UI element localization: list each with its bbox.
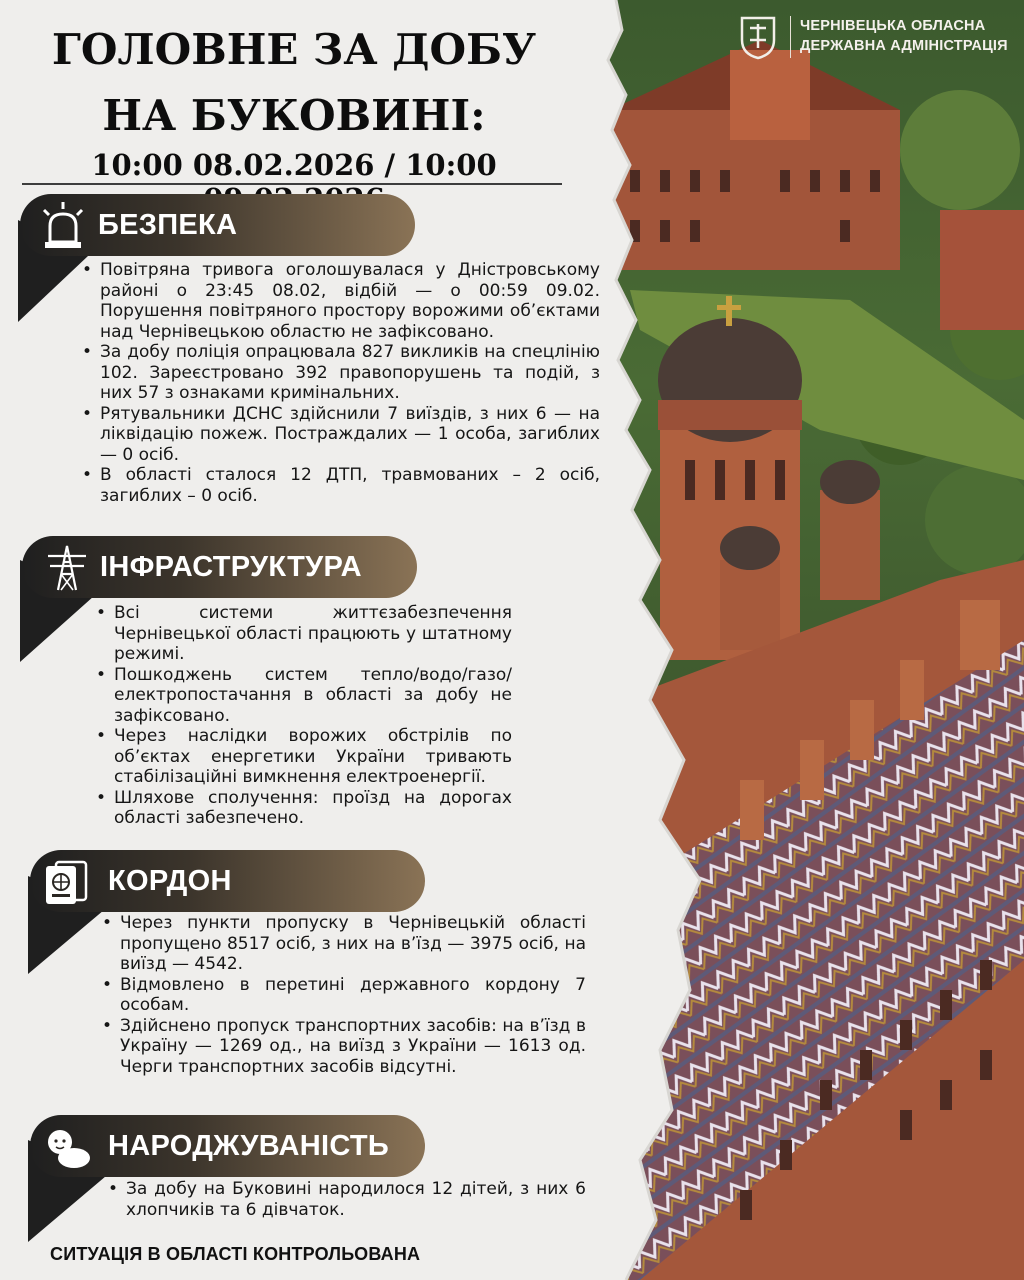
- list-item: • Через пункти пропуску в Чернівецькій області пропущено 8517 осіб, з них на в’їзд — 3975 осіб, на виїзд — 4542.: [100, 913, 586, 975]
- page-title-line-2: НА БУКОВИНІ:: [102, 91, 486, 140]
- list-item: • Рятувальники ДСНС здійснили 7 виїздів, з них 6 — на ліквідацію пожеж. Постраждалих — 1 особа, загиблих — 0 осіб.: [80, 404, 600, 466]
- border-list: [100, 913, 586, 1077]
- logo-line-2: ДЕРЖАВНА АДМІНІСТРАЦІЯ: [800, 38, 1008, 54]
- logo-line-1: ЧЕРНІВЕЦЬКА ОБЛАСНА: [800, 18, 986, 34]
- births-list: [106, 1179, 586, 1220]
- list-item: • За добу поліція опрацювала 827 викликів на спецлінію 102. Зареєстровано 392 правопорушень та подій, з них 57 з ознаками кримінальних.: [80, 342, 600, 404]
- passport-icon: [40, 856, 94, 910]
- power-tower-icon: [40, 540, 94, 594]
- list-item: • Здійснено пропуск транспортних засобів: на в’їзд в Україну — 1269 од., на виїзд з України — 1613 од. Черги транспортних засобів відсутні.: [100, 1016, 586, 1078]
- logo-text: [800, 16, 1008, 56]
- section-title-security: БЕЗПЕКА: [98, 209, 238, 241]
- title-divider: [22, 183, 562, 185]
- list-item: • За добу на Буковині народилося 12 дітей, з них 6 хлопчиків та 6 дівчаток.: [106, 1179, 586, 1220]
- list-item: • Через наслідки ворожих обстрілів по об’єктах енергетики України тривають стабілізаційні вимкнення електроенергії.: [94, 726, 512, 788]
- list-item: • Всі системи життєзабезпечення Чернівецької області працюють у штатному режимі.: [94, 603, 512, 665]
- oda-logo: [734, 12, 1014, 62]
- footer-status: СИТУАЦІЯ В ОБЛАСТІ КОНТРОЛЬОВАНА: [50, 1244, 421, 1264]
- logo-divider: [790, 16, 791, 58]
- page-title-line-1: ГОЛОВНЕ ЗА ДОБУ: [51, 25, 537, 74]
- siren-icon: [36, 198, 90, 252]
- coat-of-arms-icon: [734, 12, 782, 60]
- infrastructure-list: [94, 603, 512, 829]
- baby-icon: [40, 1120, 94, 1174]
- list-item: • В області сталося 12 ДТП, травмованих – 2 осіб, загиблих – 0 осіб.: [80, 465, 600, 506]
- section-title-births: НАРОДЖУВАНІСТЬ: [108, 1130, 390, 1162]
- section-title-infrastructure: ІНФРАСТРУКТУРА: [100, 551, 362, 583]
- security-list: [80, 260, 600, 506]
- list-item: • Відмовлено в перетині державного кордону 7 особам.: [100, 975, 586, 1016]
- list-item: • Шляхове сполучення: проїзд на дорогах області забезпечено.: [94, 788, 512, 829]
- section-title-border: КОРДОН: [108, 865, 232, 897]
- list-item: • Пошкоджень систем тепло/водо/газо/ електропостачання в області за добу не зафіксовано.: [94, 665, 512, 727]
- list-item: • Повітряна тривога оголошувалася у Дністровському районі о 23:45 08.02, відбій — о 00:59 09.02. Порушення повітряного простору ворожими об’єктами над Чернівецькою областю не зафіксовано.: [80, 260, 600, 342]
- period-label: 10:00 08.02.2026 / 10:00: [91, 148, 497, 182]
